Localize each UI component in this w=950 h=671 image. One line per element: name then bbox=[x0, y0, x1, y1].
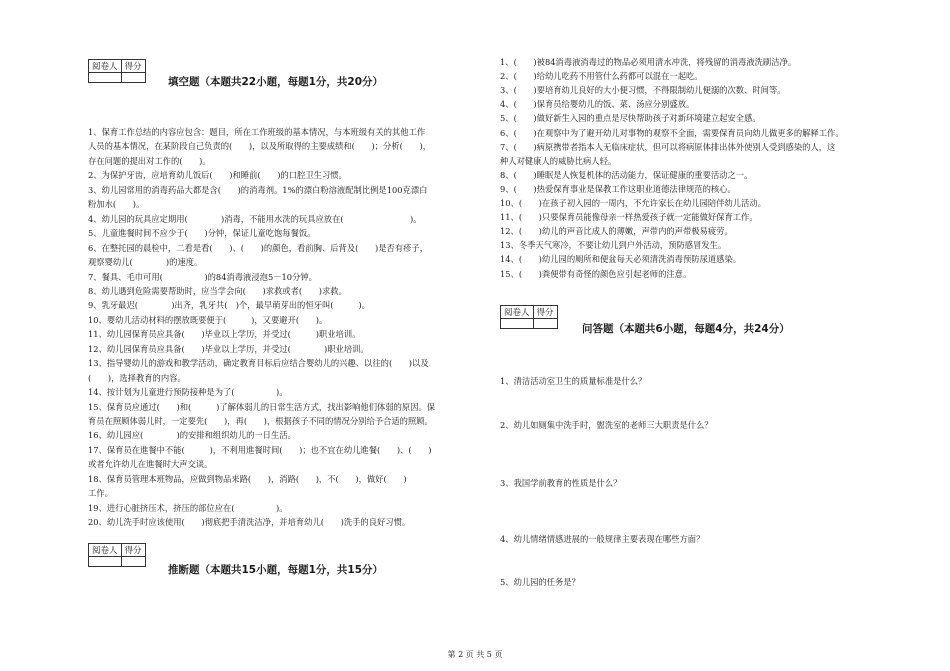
judge-section-title: 推断题（本题共15小题，每题1分，共15分） bbox=[168, 564, 384, 576]
fill-question-line: 16、幼儿园应( )的安排和组织幼儿的一日生活。 bbox=[88, 430, 296, 441]
fill-question-line: 17、保育员在進餐中不能( )，不利用進餐时间( )；也不宜在幼儿進餐( )、( ) bbox=[88, 444, 432, 455]
qa-question: 1、清洁活动室卫生的质量标准是什么？ bbox=[500, 376, 647, 386]
fill-score-box bbox=[88, 59, 146, 83]
judge-question-line: 14、( )幼儿园的厕所和便盆每天必须清洗消毒预防尿道感染。 bbox=[500, 254, 742, 265]
fill-question-line: 7、餐具、毛巾可用( )的84消毒液浸泡5－10分钟。 bbox=[88, 271, 317, 282]
judge-score-box bbox=[88, 543, 146, 567]
judge-question-line: 6、( )在观察中为了避开幼儿对事物的观察不全面，需要保育员向幼儿做更多的解释工作。 bbox=[500, 127, 844, 138]
judge-question-line: 7、( )病原携带者指本人无临床症状，但可以将病原体排出体外使别人受到感染的人，这 bbox=[500, 141, 836, 152]
qa-question: 4、幼儿情绪情感进展的一般规律主要表现在哪些方面？ bbox=[500, 534, 705, 544]
qa-section-title: 问答题（本题共6小题，每题4分，共24分） bbox=[582, 323, 790, 335]
fill-question-line: 1、保育工作总结的内容应包含：题目，所在工作班级的基本情况，与本班级有关的其他工作 bbox=[88, 127, 426, 137]
fill-question-line: 12、幼儿园保育员应具备( )毕业以上学历，并受过( )职业培训。 bbox=[88, 343, 369, 354]
fill-question-line: 11、幼儿园保育员应具备( )毕业以上学历，并受过( )职业培训。 bbox=[88, 329, 361, 340]
reviewer-label: 阅卷人 bbox=[89, 544, 122, 557]
fill-question-line: ( )，选择教育的内容。 bbox=[88, 372, 186, 383]
judge-question-line: 15、( )粪便带有奇怪的颜色应引起老师的注意。 bbox=[500, 268, 692, 279]
fill-question-line: 4、幼儿园的玩具应定期用( )消毒，不能用水洗的玩具应放在( )。 bbox=[88, 213, 422, 224]
page-footer: 第 2 页 共 5 页 bbox=[447, 650, 503, 659]
fill-question-line: 工作。 bbox=[88, 488, 113, 499]
fill-question-line: 14、按计划为儿童进行预防接种是为了( )。 bbox=[88, 387, 288, 398]
judge-question-line: 种人对健康人的威胁比病人轻。 bbox=[500, 155, 617, 166]
fill-question-line: 13、指导婴幼儿的游戏和教学活动，确定教育目标后应结合婴幼儿的兴趣、以往的( )以及 bbox=[88, 358, 429, 369]
judge-question-line: 11、( )只要保育员能像母亲一样热爱孩子就一定能做好保育工作。 bbox=[500, 212, 758, 223]
fill-question-line: 粉加水( )。 bbox=[88, 199, 145, 210]
score-label: 得分 bbox=[121, 60, 145, 73]
fill-question-line: 18、保育员管理本班物品，应做到物品来路( )，消路( )，不( )，做好( ) bbox=[88, 473, 407, 484]
fill-question-line: 8、幼儿遇到危险需要帮助时，应当学会向( )求救或者( )求救。 bbox=[88, 285, 347, 296]
fill-question-line: 育员在照顾体弱儿时，一定要先( )，再( )，根据孩子不同的情况分别给予合适的照顾。 bbox=[88, 416, 433, 426]
judge-question-line: 3、( )要培育幼儿良好的大小便习惯，不得限制幼儿便溺的次数、时间等。 bbox=[500, 85, 786, 96]
judge-question-line: 4、( )保育员给婴幼儿的饭、菜、汤应分别盛放。 bbox=[500, 99, 695, 110]
fill-question-line: 3、幼儿园常用的消毒药品大都是含( )的消毒剂。1%的漂白粉溶液配制比例是100克漂白 bbox=[88, 184, 428, 195]
qa-question: 3、我国学前教育的性质是什么？ bbox=[500, 478, 622, 488]
fill-question-line: 10、婴幼儿活动材料的摆放既要便于( )，又要避开( )。 bbox=[88, 314, 328, 325]
fill-question-line: 存在问题的提出对工作的( )。 bbox=[88, 155, 211, 166]
fill-question-line: 5、儿童進餐时间不应少于( )分钟，保证儿童吃饱每餐饭。 bbox=[88, 228, 316, 239]
fill-question-line: 20、幼儿洗手时应该使用( )彻底把手清洗洁净，并培育幼儿( )洗手的良好习惯。 bbox=[88, 517, 411, 528]
fill-question-line: 2、为保护牙齿，应培育幼儿饭后( )和睡前( )的口腔卫生习惯。 bbox=[88, 170, 347, 181]
score-label: 得分 bbox=[533, 306, 557, 319]
judge-question-line: 9、( )热爱保育事业是保教工作这职业道德法律规范的核心。 bbox=[500, 183, 736, 194]
fill-question-line: 或者允许幼儿在進餐时大声交谈。 bbox=[88, 459, 213, 470]
judge-question-line: 8、( )睡眠是人恢复机体的活动能力，保证健康的重要活动之一。 bbox=[500, 169, 753, 180]
fill-question-line: 6、在整托园的晨检中，二看是看( )、( )的颜色，看前胸、后背及( )是否有疹子， bbox=[88, 242, 428, 253]
fill-question-line: 9、乳牙最迟( )出齐，乳牙共( )个，最早萌芽出的恒牙叫( )。 bbox=[88, 300, 370, 311]
judge-question-line: 2、( )给幼儿吃药不用管什么药都可以混在一起吃。 bbox=[500, 71, 703, 82]
reviewer-label: 阅卷人 bbox=[89, 60, 122, 73]
qa-score-box bbox=[500, 305, 558, 329]
judge-question-line: 5、( )做好新生入园的重点是尽快帮助孩子对新环境建立起安全感。 bbox=[500, 113, 761, 124]
judge-question-line: 13、冬季天气寒冷，不要让幼儿到户外活动，预防感冒发生。 bbox=[500, 240, 727, 251]
reviewer-label: 阅卷人 bbox=[501, 306, 534, 319]
score-label: 得分 bbox=[121, 544, 145, 557]
fill-question-line: 人员的基本情况，在某阶段自己负责的( )，以及所取得的主要成绩和( )；分析( )， bbox=[88, 141, 432, 152]
judge-question-line: 12、( )幼儿的声音比成人的薄嫩，声带内的声带极易疲劳。 bbox=[500, 226, 733, 237]
fill-question-line: 观察婴幼儿( )的速度。 bbox=[88, 257, 203, 268]
qa-question: 2、幼儿如厕集中洗手时，盥洗室的老师三大职责是什么？ bbox=[500, 420, 713, 430]
fill-section-title: 填空题（本题共22小题，每题1分，共20分） bbox=[168, 76, 384, 88]
judge-question-line: 1、( )被84消毒液消毒过的物品必须用清水冲洗，将残留的消毒液洗刷洁净。 bbox=[500, 57, 797, 67]
judge-question-line: 10、( )在孩子初入园的一周内，不允许家长在幼儿园陪伴幼儿活动。 bbox=[500, 198, 766, 208]
fill-question-line: 15、保育员应通过( )和( )了解体弱儿的日常生活方式，找出影响他们体弱的原因。保 bbox=[88, 401, 436, 412]
qa-question: 5、幼儿园的任务是？ bbox=[500, 577, 580, 587]
fill-question-line: 19、进行心脏挤压术，挤压的部位应在( )。 bbox=[88, 502, 288, 513]
